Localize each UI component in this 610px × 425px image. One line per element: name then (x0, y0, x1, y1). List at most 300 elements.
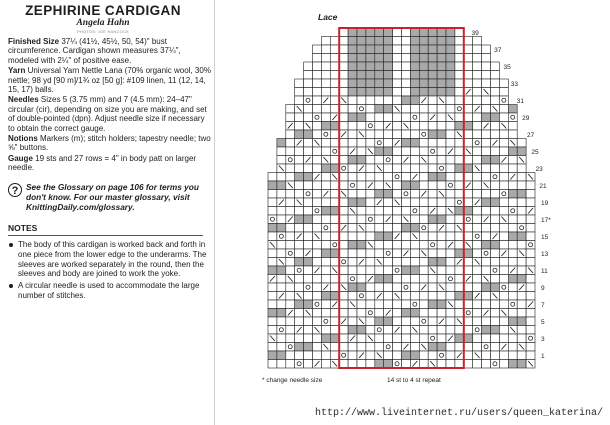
chart-cell (517, 181, 526, 190)
chart-cell (313, 343, 322, 352)
chart-cell (526, 326, 535, 335)
chart-cell (384, 343, 393, 352)
chart-cell (428, 258, 437, 267)
chart-cell (393, 334, 402, 343)
chart-cell (508, 156, 517, 165)
chart-cell (339, 309, 348, 318)
chart-cell (446, 28, 455, 37)
chart-cell (437, 343, 446, 352)
chart-cell (419, 224, 428, 233)
chart-cell (499, 258, 508, 267)
question-circle-icon: ? (8, 183, 22, 197)
chart-cell (366, 198, 375, 207)
chart-cell (446, 79, 455, 88)
chart-cell (393, 224, 402, 233)
chart-cell (446, 351, 455, 360)
chart-cell (491, 96, 500, 105)
chart-cell (357, 122, 366, 131)
chart-cell (393, 156, 402, 165)
chart-cell (437, 173, 446, 182)
chart-cell (384, 79, 393, 88)
chart-cell (304, 88, 313, 97)
chart-cell (321, 351, 330, 360)
chart-cell (464, 300, 473, 309)
chart-cell (357, 232, 366, 241)
chart-cell (410, 45, 419, 54)
chart-cell (419, 326, 428, 335)
chart-cell (339, 360, 348, 369)
chart-cell (464, 122, 473, 131)
chart-cell (357, 105, 366, 114)
chart-cell (268, 181, 277, 190)
chart-cell (455, 105, 464, 114)
chart-cell (428, 215, 437, 224)
chart-cell (526, 258, 535, 267)
chart-cell (304, 105, 313, 114)
chart-cell (491, 334, 500, 343)
chart-cell (366, 190, 375, 199)
chart-cell (357, 309, 366, 318)
chart-cell (304, 190, 313, 199)
chart-cell (304, 181, 313, 190)
chart-cell (437, 130, 446, 139)
chart-cell (286, 164, 295, 173)
chart-cell (464, 360, 473, 369)
chart-cell (446, 292, 455, 301)
chart-cell (321, 173, 330, 182)
chart-cell (428, 283, 437, 292)
chart-cell (321, 232, 330, 241)
chart-cell (508, 241, 517, 250)
chart-cell (330, 309, 339, 318)
chart-cell (348, 156, 357, 165)
chart-cell (419, 54, 428, 63)
chart-cell (295, 275, 304, 284)
chart-cell (348, 79, 357, 88)
chart-cell (393, 351, 402, 360)
chart-cell (277, 232, 286, 241)
chart-cell (473, 156, 482, 165)
chart-cell (313, 317, 322, 326)
chart-cell (482, 258, 491, 267)
chart-cell (286, 343, 295, 352)
chart-cell (277, 241, 286, 250)
chart-cell (339, 88, 348, 97)
chart-cell (348, 343, 357, 352)
chart-cell (455, 190, 464, 199)
notes-heading: NOTES (8, 222, 38, 233)
chart-cell (473, 54, 482, 63)
chart-cell (499, 164, 508, 173)
chart-cell (446, 156, 455, 165)
chart-cell (339, 147, 348, 156)
chart-cell (277, 190, 286, 199)
chart-cell (473, 300, 482, 309)
chart-cell (437, 241, 446, 250)
chart-cell (437, 351, 446, 360)
chart-cell (402, 147, 411, 156)
chart-cell (402, 130, 411, 139)
chart-cell (482, 45, 491, 54)
chart-cell (286, 105, 295, 114)
chart-cell (517, 351, 526, 360)
chart-cell (357, 292, 366, 301)
chart-cell (402, 207, 411, 216)
chart-cell (348, 181, 357, 190)
chart-cell (304, 147, 313, 156)
chart-cell (304, 317, 313, 326)
chart-cell (375, 156, 384, 165)
chart-cell (499, 198, 508, 207)
chart-cell (473, 360, 482, 369)
chart-cell (419, 334, 428, 343)
chart-cell (402, 224, 411, 233)
chart-cell (446, 232, 455, 241)
chart-cell (277, 224, 286, 233)
chart-cell (304, 292, 313, 301)
chart-cell (330, 215, 339, 224)
chart-cell (482, 360, 491, 369)
chart-cell (446, 190, 455, 199)
chart-cell (419, 88, 428, 97)
chart-cell (277, 309, 286, 318)
chart-footnote-repeat: 14 st to 4 st repeat (387, 377, 441, 384)
chart-cell (499, 113, 508, 122)
chart-cell (455, 215, 464, 224)
chart-cell (464, 71, 473, 80)
chart-cell (295, 215, 304, 224)
chart-cell (473, 88, 482, 97)
chart-cell (375, 139, 384, 148)
chart-cell (339, 249, 348, 258)
chart-cell (455, 122, 464, 131)
chart-cell (277, 181, 286, 190)
chart-cell (410, 351, 419, 360)
chart-cell (446, 62, 455, 71)
chart-cell (410, 292, 419, 301)
chart-cell (508, 360, 517, 369)
chart-cell (393, 309, 402, 318)
spec-label: Gauge (8, 153, 33, 163)
chart-cell (339, 173, 348, 182)
chart-cell (491, 122, 500, 131)
chart-cell (437, 113, 446, 122)
chart-cell (499, 181, 508, 190)
row-label: 13 (541, 250, 549, 258)
chart-cell (384, 258, 393, 267)
chart-cell (491, 113, 500, 122)
chart-cell (375, 62, 384, 71)
chart-cell (304, 266, 313, 275)
chart-cell (482, 317, 491, 326)
designer-name: Angela Hahn (76, 18, 130, 28)
chart-cell (482, 62, 491, 71)
chart-cell (482, 249, 491, 258)
chart-cell (446, 266, 455, 275)
chart-cell (366, 130, 375, 139)
chart-cell (517, 360, 526, 369)
chart-cell (437, 62, 446, 71)
chart-cell (491, 326, 500, 335)
chart-cell (410, 224, 419, 233)
chart-cell (464, 258, 473, 267)
chart-cell (437, 181, 446, 190)
chart-cell (402, 292, 411, 301)
chart-cell (428, 173, 437, 182)
chart-cell (295, 122, 304, 131)
chart-cell (277, 317, 286, 326)
chart-cell (419, 37, 428, 46)
chart-cell (304, 360, 313, 369)
chart-cell (295, 79, 304, 88)
chart-footnote-needle: * change needle size (262, 377, 323, 384)
chart-cell (393, 190, 402, 199)
chart-cell (375, 181, 384, 190)
chart-cell (410, 300, 419, 309)
chart-cell (295, 309, 304, 318)
chart-cell (393, 207, 402, 216)
chart-cell (428, 317, 437, 326)
chart-cell (375, 79, 384, 88)
chart-cell (437, 79, 446, 88)
chart-cell (491, 88, 500, 97)
chart-cell (428, 28, 437, 37)
chart-cell (313, 258, 322, 267)
chart-cell (357, 62, 366, 71)
chart-cell (348, 198, 357, 207)
row-label: 7 (541, 301, 545, 309)
chart-cell (491, 249, 500, 258)
chart-cell (357, 173, 366, 182)
chart-cell (330, 249, 339, 258)
chart-cell (321, 122, 330, 131)
chart-cell (491, 241, 500, 250)
chart-cell (482, 139, 491, 148)
chart-cell (446, 198, 455, 207)
chart-cell (419, 232, 428, 241)
chart-cell (366, 249, 375, 258)
chart-cell (375, 283, 384, 292)
chart-cell (517, 292, 526, 301)
chart-cell (286, 139, 295, 148)
row-label: 37 (494, 46, 502, 54)
chart-cell (357, 156, 366, 165)
chart-cell (437, 88, 446, 97)
chart-cell (304, 283, 313, 292)
chart-cell (295, 283, 304, 292)
chart-cell (384, 164, 393, 173)
chart-cell (437, 147, 446, 156)
chart-cell (384, 292, 393, 301)
chart-cell (268, 283, 277, 292)
chart-cell (491, 351, 500, 360)
chart-cell (482, 343, 491, 352)
chart-cell (482, 130, 491, 139)
chart-cell (384, 139, 393, 148)
chart-cell (375, 173, 384, 182)
chart-cell (348, 360, 357, 369)
chart-cell (499, 266, 508, 275)
chart-cell (313, 198, 322, 207)
chart-cell (428, 139, 437, 148)
chart-cell (339, 45, 348, 54)
chart-cell (357, 181, 366, 190)
chart-cell (375, 105, 384, 114)
chart-cell (428, 334, 437, 343)
chart-cell (268, 360, 277, 369)
chart-cell (473, 130, 482, 139)
chart-cell (348, 45, 357, 54)
chart-cell (455, 283, 464, 292)
chart-cell (348, 28, 357, 37)
chart-cell (499, 300, 508, 309)
chart-cell (455, 275, 464, 284)
chart-cell (482, 156, 491, 165)
chart-cell (366, 360, 375, 369)
chart-cell (357, 113, 366, 122)
chart-cell (428, 292, 437, 301)
chart-cell (304, 96, 313, 105)
chart-cell (410, 164, 419, 173)
chart-cell (526, 190, 535, 199)
chart-cell (357, 334, 366, 343)
chart-cell (419, 113, 428, 122)
chart-cell (366, 88, 375, 97)
chart-cell (277, 207, 286, 216)
chart-cell (464, 292, 473, 301)
chart-cell (526, 215, 535, 224)
chart-cell (375, 309, 384, 318)
chart-cell (491, 283, 500, 292)
chart-cell (402, 283, 411, 292)
chart-cell (366, 215, 375, 224)
chart-cell (384, 54, 393, 63)
chart-cell (482, 334, 491, 343)
chart-cell (313, 241, 322, 250)
spec-text: Markers (m); stitch holders; tapestry needle; two ⅝" buttons. (8, 134, 211, 153)
chart-cell (286, 224, 295, 233)
chart-cell (384, 88, 393, 97)
chart-cell (517, 190, 526, 199)
chart-cell (295, 343, 304, 352)
chart-cell (321, 317, 330, 326)
chart-cell (330, 130, 339, 139)
chart-cell (304, 241, 313, 250)
chart-cell (330, 343, 339, 352)
chart-cell (491, 266, 500, 275)
chart-cell (446, 71, 455, 80)
chart-cell (357, 37, 366, 46)
chart-cell (464, 283, 473, 292)
chart-cell (455, 326, 464, 335)
chart-cell (313, 181, 322, 190)
chart-cell (410, 343, 419, 352)
chart-cell (304, 326, 313, 335)
row-label: 3 (541, 335, 545, 343)
chart-cell (499, 207, 508, 216)
chart-cell (464, 317, 473, 326)
chart-cell (482, 224, 491, 233)
chart-cell (321, 249, 330, 258)
chart-cell (402, 173, 411, 182)
chart-cell (366, 45, 375, 54)
chart-cell (428, 224, 437, 233)
chart-cell (473, 37, 482, 46)
chart-cell (517, 198, 526, 207)
chart-cell (526, 198, 535, 207)
chart-cell (295, 88, 304, 97)
chart-cell (410, 207, 419, 216)
chart-cell (446, 88, 455, 97)
chart-cell (366, 113, 375, 122)
chart-cell (455, 241, 464, 250)
chart-cell (410, 258, 419, 267)
chart-cell (375, 190, 384, 199)
chart-cell (357, 300, 366, 309)
chart-cell (357, 198, 366, 207)
chart-cell (446, 37, 455, 46)
chart-cell (286, 292, 295, 301)
chart-cell (375, 317, 384, 326)
chart-cell (375, 224, 384, 233)
chart-cell (393, 62, 402, 71)
chart-cell (366, 62, 375, 71)
chart-cell (428, 88, 437, 97)
chart-cell (473, 334, 482, 343)
chart-cell (437, 258, 446, 267)
chart-cell (330, 54, 339, 63)
chart-cell (428, 326, 437, 335)
chart-cell (286, 300, 295, 309)
chart-cell (313, 156, 322, 165)
chart-cell (313, 71, 322, 80)
chart-cell (277, 283, 286, 292)
chart-cell (473, 241, 482, 250)
chart-cell (428, 300, 437, 309)
chart-cell (268, 207, 277, 216)
chart-cell (268, 198, 277, 207)
chart-cell (499, 241, 508, 250)
chart-cell (304, 71, 313, 80)
chart-cell (499, 105, 508, 114)
chart-cell (464, 62, 473, 71)
chart-cell (330, 164, 339, 173)
chart-cell (473, 215, 482, 224)
chart-cell (339, 71, 348, 80)
chart-cell (384, 232, 393, 241)
chart-cell (491, 207, 500, 216)
chart-cell (330, 198, 339, 207)
chart-cell (491, 275, 500, 284)
chart-cell (268, 173, 277, 182)
chart-cell (357, 54, 366, 63)
chart-cell (357, 343, 366, 352)
chart-cell (357, 71, 366, 80)
chart-cell (473, 173, 482, 182)
chart-cell (446, 283, 455, 292)
chart-cell (286, 241, 295, 250)
chart-cell (295, 173, 304, 182)
chart-cell (402, 37, 411, 46)
chart-cell (366, 309, 375, 318)
chart-cell (321, 266, 330, 275)
chart-cell (384, 360, 393, 369)
chart-cell (366, 96, 375, 105)
chart-cell (455, 292, 464, 301)
chart-cell (473, 283, 482, 292)
chart-cell (366, 317, 375, 326)
chart-cell (437, 232, 446, 241)
